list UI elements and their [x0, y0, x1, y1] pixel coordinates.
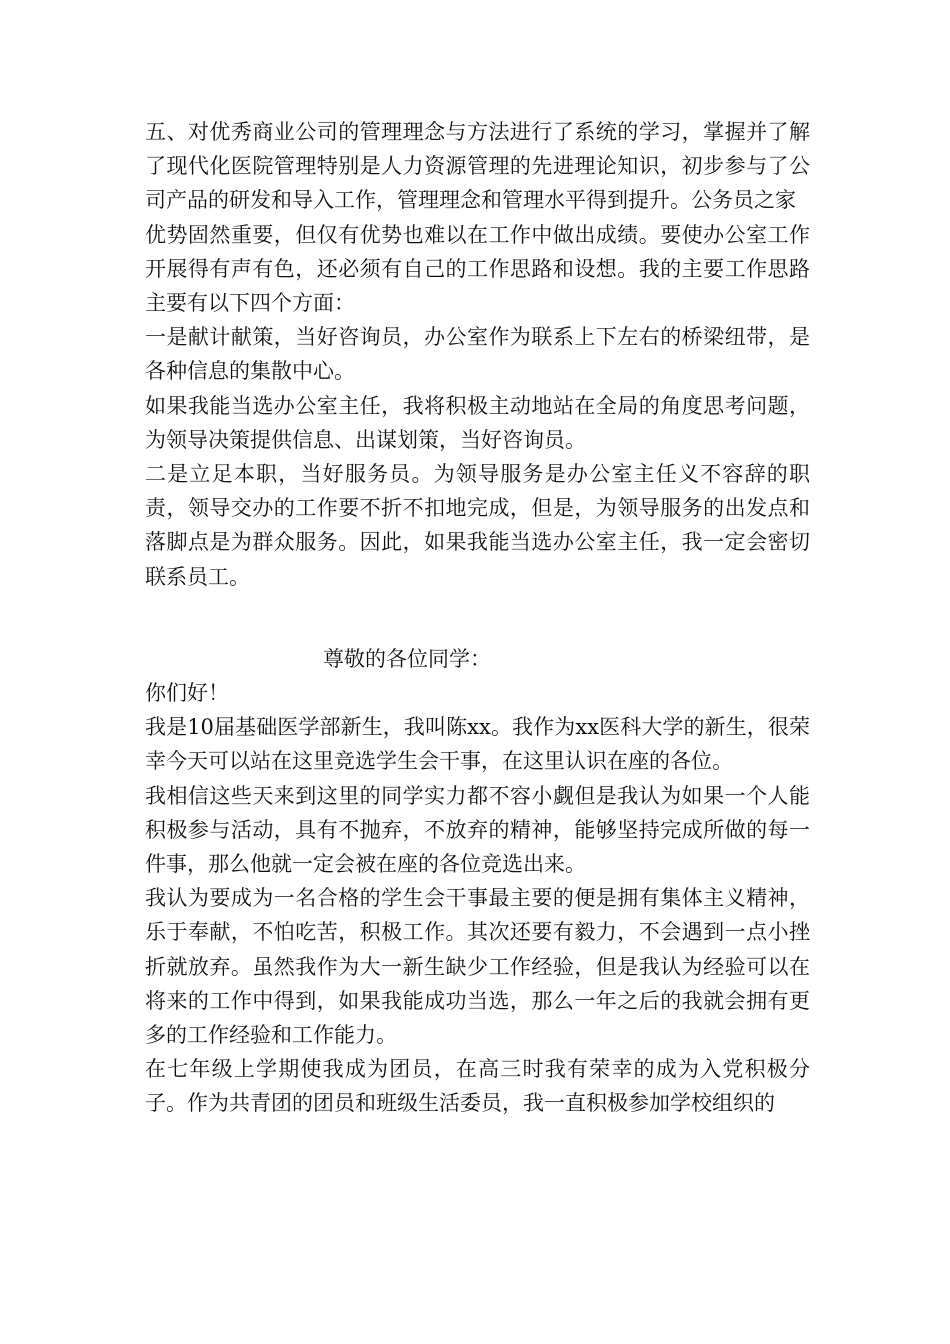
speech-salutation: 尊敬的各位同学：	[323, 646, 491, 671]
paragraph-service-role: 二是立足本职，当好服务员。为领导服务是办公室主任义不容辞的职责，领导交办的工作要不折不扣地完成，但是，为领导服务的出发点和落脚点是为群众服务。因此，如果我能当选办公室主任，我一定会密切联系员工。	[145, 462, 810, 589]
speech-greeting: 你们好！	[145, 681, 229, 706]
paragraph-work-approach: 优势固然重要，但仅有优势也难以在工作中做出成绩。要使办公室工作开展得有声有色，还必须有自己的工作思路和设想。我的主要工作思路主要有以下四个方面：	[145, 222, 810, 316]
section-spacer	[145, 594, 810, 642]
paragraph-management-study: 五、对优秀商业公司的管理理念与方法进行了系统的学习，掌握并了解了现代化医院管理特别是人力资源管理的先进理论知识，初步参与了公司产品的研发和导入工作，管理理念和管理水平得到提升。公务员之家	[145, 120, 810, 213]
paragraph-advisor-role: 一是献计献策，当好咨询员，办公室作为联系上下左右的桥梁纽带，是各种信息的集散中心。	[145, 325, 810, 384]
paragraph-qualifications: 我认为要成为一名合格的学生会干事最主要的便是拥有集体主义精神，乐于奉献，不怕吃苦，积极工作。其次还要有毅力，不会遇到一点小挫折就放弃。虽然我作为大一新生缺少工作经验，但是我认为经验可以在将来的工作中得到，如果我能成功当选，那么一年之后的我就会拥有更多的工作经验和工作能力。	[145, 886, 810, 1048]
paragraph-background: 在七年级上学期使我成为团员，在高三时我有荣幸的成为入党积极分子。作为共青团的团员和班级生活委员，我一直积极参加学校组织的	[145, 1057, 810, 1116]
document-body	[145, 115, 810, 1121]
paragraph-self-introduction: 我是10届基础医学部新生，我叫陈xx。我作为xx医科大学的新生，很荣幸今天可以站在这里竞选学生会干事，在这里认识在座的各位。	[145, 715, 810, 774]
paragraph-office-director: 如果我能当选办公室主任，我将积极主动地站在全局的角度思考问题，为领导决策提供信息、出谋划策，当好咨询员。	[145, 393, 810, 452]
paragraph-perseverance: 我相信这些天来到这里的同学实力都不容小觑但是我认为如果一个人能积极参与活动，具有不抛弃，不放弃的精神，能够坚持完成所做的每一件事，那么他就一定会被在座的各位竞选出来。	[145, 783, 810, 877]
